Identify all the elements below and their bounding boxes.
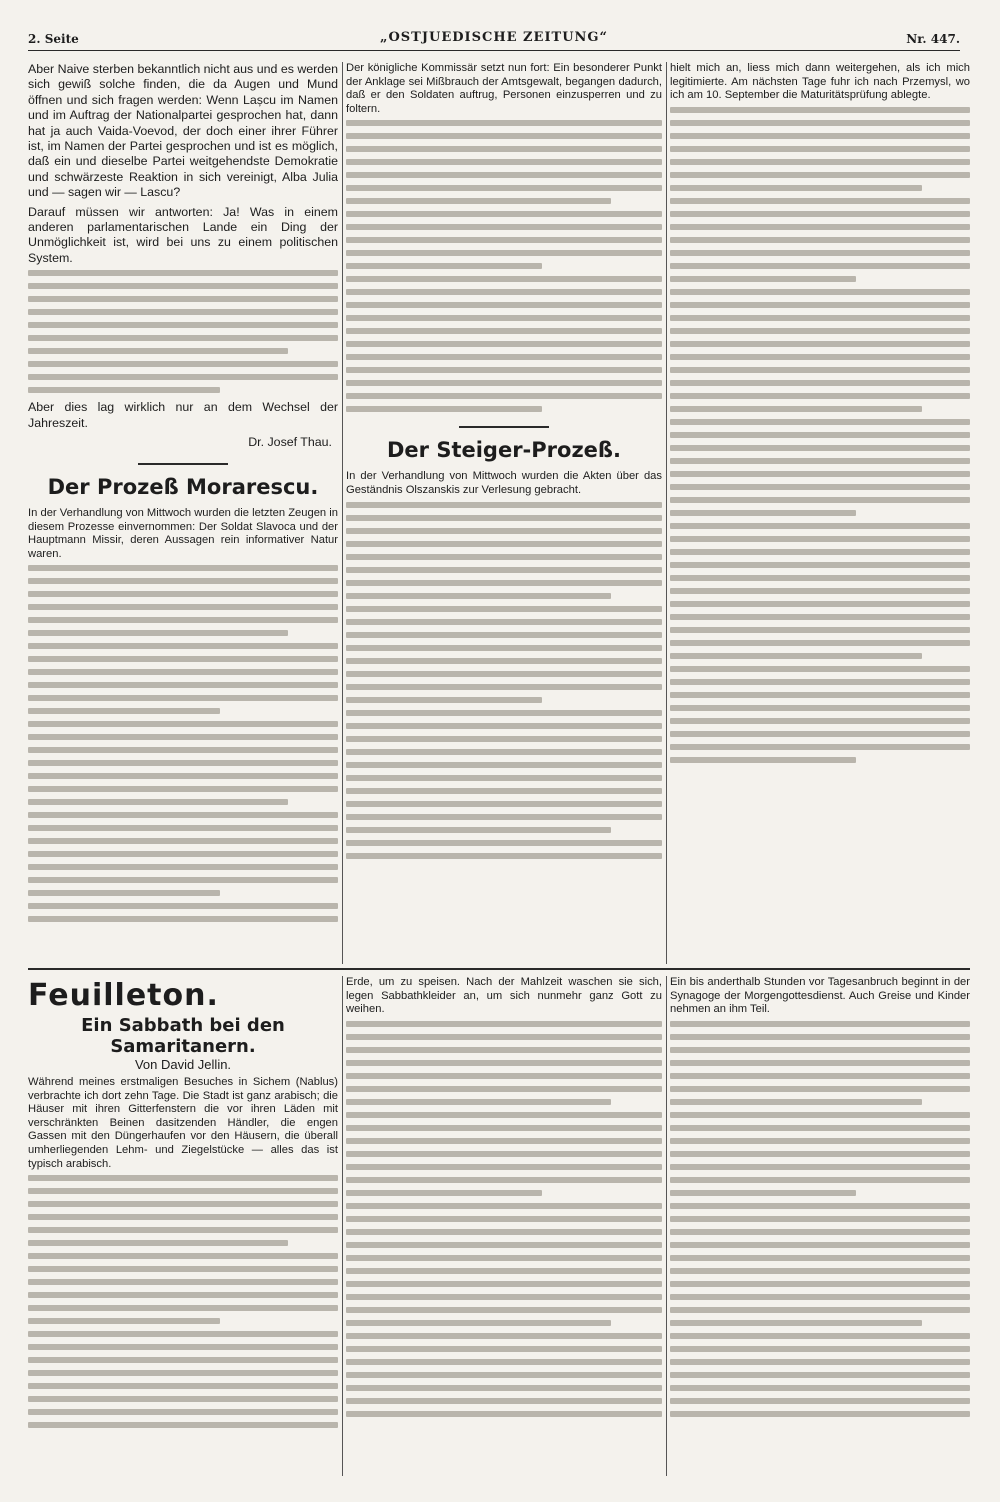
text-block bbox=[28, 270, 338, 393]
text-block bbox=[346, 120, 662, 412]
feuilleton-label: Feuilleton. bbox=[28, 978, 219, 1013]
column-3 bbox=[670, 62, 970, 964]
feuilleton-column-3 bbox=[670, 976, 970, 1476]
article-title: Der Steiger-Prozeß. bbox=[386, 438, 621, 463]
paragraph: Der königliche Kommissär setzt nun fort: Ein besonderer Punkt der Anklage sei Mißbrauch der Amtsgewalt, begangen dadurch, daß er den Soldaten auftrug, Personen einzusperren und zu foltern. bbox=[346, 62, 662, 115]
column-rule bbox=[342, 62, 343, 964]
feuilleton-author: Von David Jellin. bbox=[134, 1057, 232, 1072]
section-rule bbox=[138, 463, 228, 465]
issue-number: Nr. 447. bbox=[906, 32, 960, 46]
paragraph: Aber dies lag wirklich nur an dem Wechsel der Jahreszeit. bbox=[28, 400, 338, 430]
paragraph: Ein bis anderthalb Stunden vor Tagesanbruch beginnt in der Synagoge der Morgengottesdienst. Auch Greise und Kinder nehmen an ihm Teil. bbox=[670, 976, 970, 1016]
page-number: 2. Seite bbox=[28, 32, 79, 46]
paragraph: Erde, um zu speisen. Nach der Mahlzeit waschen sie sich, legen Sabbathkleider an, um sich nunmehr ganz Gott zu weihen. bbox=[346, 976, 662, 1016]
feuilleton-rule bbox=[28, 968, 970, 970]
column-rule bbox=[342, 976, 343, 1476]
paragraph: In der Verhandlung von Mittwoch wurden die Akten über das Geständnis Olszanskis zur Verlesung gebracht. bbox=[346, 470, 662, 496]
section-rule bbox=[459, 426, 549, 428]
paragraph: Darauf müssen wir antworten: Ja! Was in einem anderen parlamentarischen Lande ein Ding der Unmöglichkeit ist, wird bei uns zu einem politischen System. bbox=[28, 204, 338, 265]
page-header bbox=[28, 28, 960, 50]
feuilleton-column-2 bbox=[346, 976, 662, 1476]
text-block bbox=[346, 502, 662, 859]
column-rule bbox=[666, 976, 667, 1476]
newspaper-title: „OSTJUEDISCHE ZEITUNG“ bbox=[379, 30, 609, 45]
paragraph: Während meines erstmaligen Besuches in Sichem (Nablus) verbrachte ich dort zehn Tage. Die Stadt ist ganz arabisch; die Häuser mit ihren Gitterfenstern die vor ihren Läden mit verschränkten Beinen dasitzenden Händler, die engen Gassen mit den Düngerhaufen vor den Häusern, die überall umherliegenden Lehm- und Ziegelstücke — alles das ist typisch arabisch. bbox=[28, 1076, 338, 1170]
column-1 bbox=[28, 62, 338, 964]
header-rule bbox=[28, 50, 960, 51]
paragraph: In der Verhandlung von Mittwoch wurden die letzten Zeugen in diesem Prozesse einvernommen: Der Soldat Slavoca und der Hauptmann Missir, deren Aussagen rein informativer Natur waren. bbox=[28, 507, 338, 560]
text-block bbox=[346, 1021, 662, 1417]
paragraph: Aber Naive sterben bekanntlich nicht aus und es werden sich gewiß solche finden, die da Augen und Mund öffnen und sich fragen werden: Wenn Lașcu im Namen und im Auftrag der Nationalpartei gesprochen hat, dann hat ja auch Vaida-Voevod, der doch einer ihrer Führer ist, im Namen der Partei gesprochen und ist es möglich, daß ein und dieselbe Partei weitgehendste Demokratie und schwärzeste Reaktion in sich vereinigt, Alba Julia und — sagen wir — Lascu? bbox=[28, 62, 338, 200]
column-2 bbox=[346, 62, 662, 964]
text-block bbox=[670, 107, 970, 763]
text-block bbox=[28, 565, 338, 922]
feuilleton-column-1 bbox=[28, 976, 338, 1476]
text-block bbox=[28, 1175, 338, 1428]
text-block bbox=[670, 1021, 970, 1417]
paragraph: hielt mich an, liess mich dann weitergehen, als ich mich legitimierte. Am nächsten Tage fuhr ich nach Przemysl, wo ich am 10. September die Maturitätsprüfung ablegte. bbox=[670, 62, 970, 102]
signature: Dr. Josef Thau. bbox=[248, 435, 332, 450]
column-rule bbox=[666, 62, 667, 964]
article-title: Der Prozeß Morarescu. bbox=[47, 475, 319, 500]
feuilleton-title: Ein Sabbath bei den Samaritanern. bbox=[81, 1015, 285, 1057]
